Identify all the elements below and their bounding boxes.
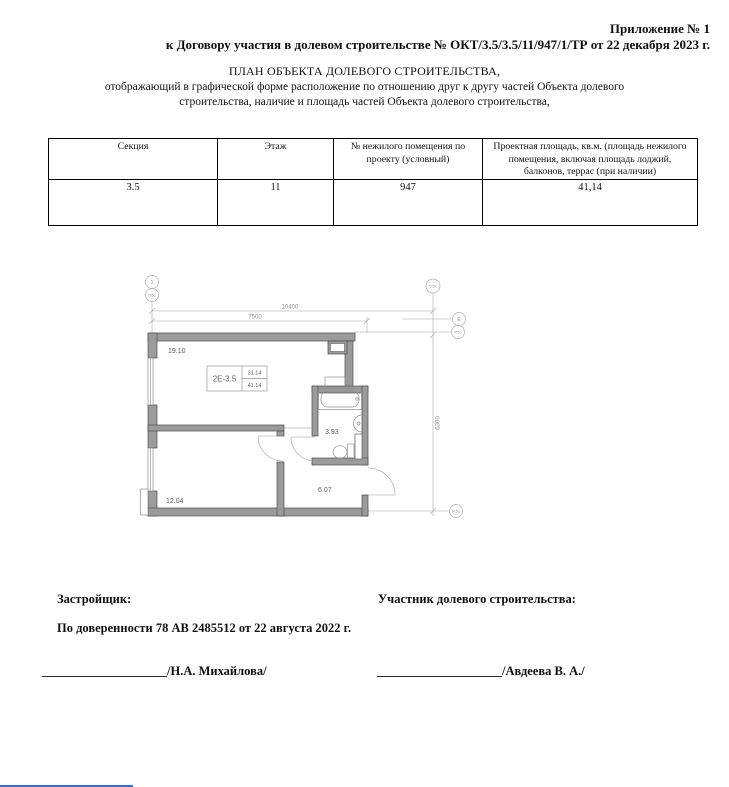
participant-signature <box>377 664 585 679</box>
developer-signature-name: /Н.А. Михайлова/ <box>167 664 267 678</box>
dim-height: 6300 <box>435 416 442 430</box>
cell-unit-number: 947 <box>334 180 483 226</box>
axis-label-p5s: П5с <box>148 292 156 298</box>
room-area-living: 19.10 <box>168 348 186 355</box>
contract-reference-line: к Договору участия в долевом строительстве № ОКТ/3.5/3.5/11/947/1/ТР от 22 декабря 2023 г. <box>165 37 710 52</box>
bathroom-door-swing <box>291 437 315 461</box>
axis-bubbles <box>146 276 466 518</box>
participant-signature-underline: ____________________ <box>377 664 502 678</box>
attorney-line: По доверенности 78 АВ 2485512 от 22 августа 2022 г. <box>57 621 352 635</box>
developer-label: Застройщик: <box>57 592 132 606</box>
walls <box>148 333 368 516</box>
participant-label: Участник долевого строительства: <box>378 592 576 606</box>
table-row <box>49 180 698 226</box>
cell-section: 3.5 <box>49 180 218 226</box>
unit-total-area: 41.14 <box>247 383 262 389</box>
axis-label-e: Е <box>457 317 461 323</box>
col-header-floor: Этаж <box>218 139 334 180</box>
floor-plan <box>140 273 470 528</box>
unit-spec-table <box>48 138 698 226</box>
table-header-row <box>49 139 698 180</box>
developer-signature-underline: ____________________ <box>42 664 167 678</box>
dimension-lines <box>149 288 452 516</box>
plan-subtitle: отображающий в графической форме расположение по отношению друг к другу частей Объекта долевого строительства, наличие и площадь частей Объекта долевого строительства, <box>104 81 625 108</box>
shaft-void <box>331 344 345 352</box>
toilet-tank <box>348 444 355 460</box>
col-header-area: Проектная площадь, кв.м. (площадь нежилого помещения, включая площадь лоджий, балконов, террас (при наличии) <box>483 139 698 180</box>
bedroom-door-swing <box>258 436 283 461</box>
sink-icon <box>354 415 363 432</box>
axis-label-i5s: И.5с <box>452 508 460 514</box>
unit-living-area: 31.14 <box>247 370 262 377</box>
dim-width-inner: 7500 <box>248 314 262 321</box>
room-area-bedroom: 12.04 <box>166 498 184 505</box>
duct-shaft <box>355 434 362 459</box>
unit-code: 2Е-3.5 <box>212 374 237 384</box>
col-header-unit-number: № нежилого помещения по проекту (условный) <box>334 139 483 180</box>
col-header-section: Секция <box>49 139 218 180</box>
axis-label-55s: 5.5с <box>429 283 437 289</box>
unit-label-box <box>207 366 267 391</box>
participant-signature-name: /Авдеева В. А./ <box>502 664 585 678</box>
appendix-title: Приложение № 1 <box>609 21 710 36</box>
developer-signature <box>42 664 267 679</box>
plan-title: ПЛАН ОБЪЕКТА ДОЛЕВОГО СТРОИТЕЛЬСТВА, <box>228 64 501 78</box>
dim-width-total: 10400 <box>281 304 299 311</box>
cell-floor: 11 <box>218 180 334 226</box>
axis-label-r5s: Р.5с <box>454 329 462 335</box>
entry-door-swing <box>368 468 395 495</box>
appliance-box <box>325 377 345 387</box>
toilet-icon <box>333 446 347 459</box>
axis-label-1: 1 <box>150 280 154 286</box>
cell-area: 41,14 <box>483 180 698 226</box>
room-area-bathroom: 3.93 <box>325 429 339 436</box>
room-area-hall: 6.07 <box>318 487 332 494</box>
